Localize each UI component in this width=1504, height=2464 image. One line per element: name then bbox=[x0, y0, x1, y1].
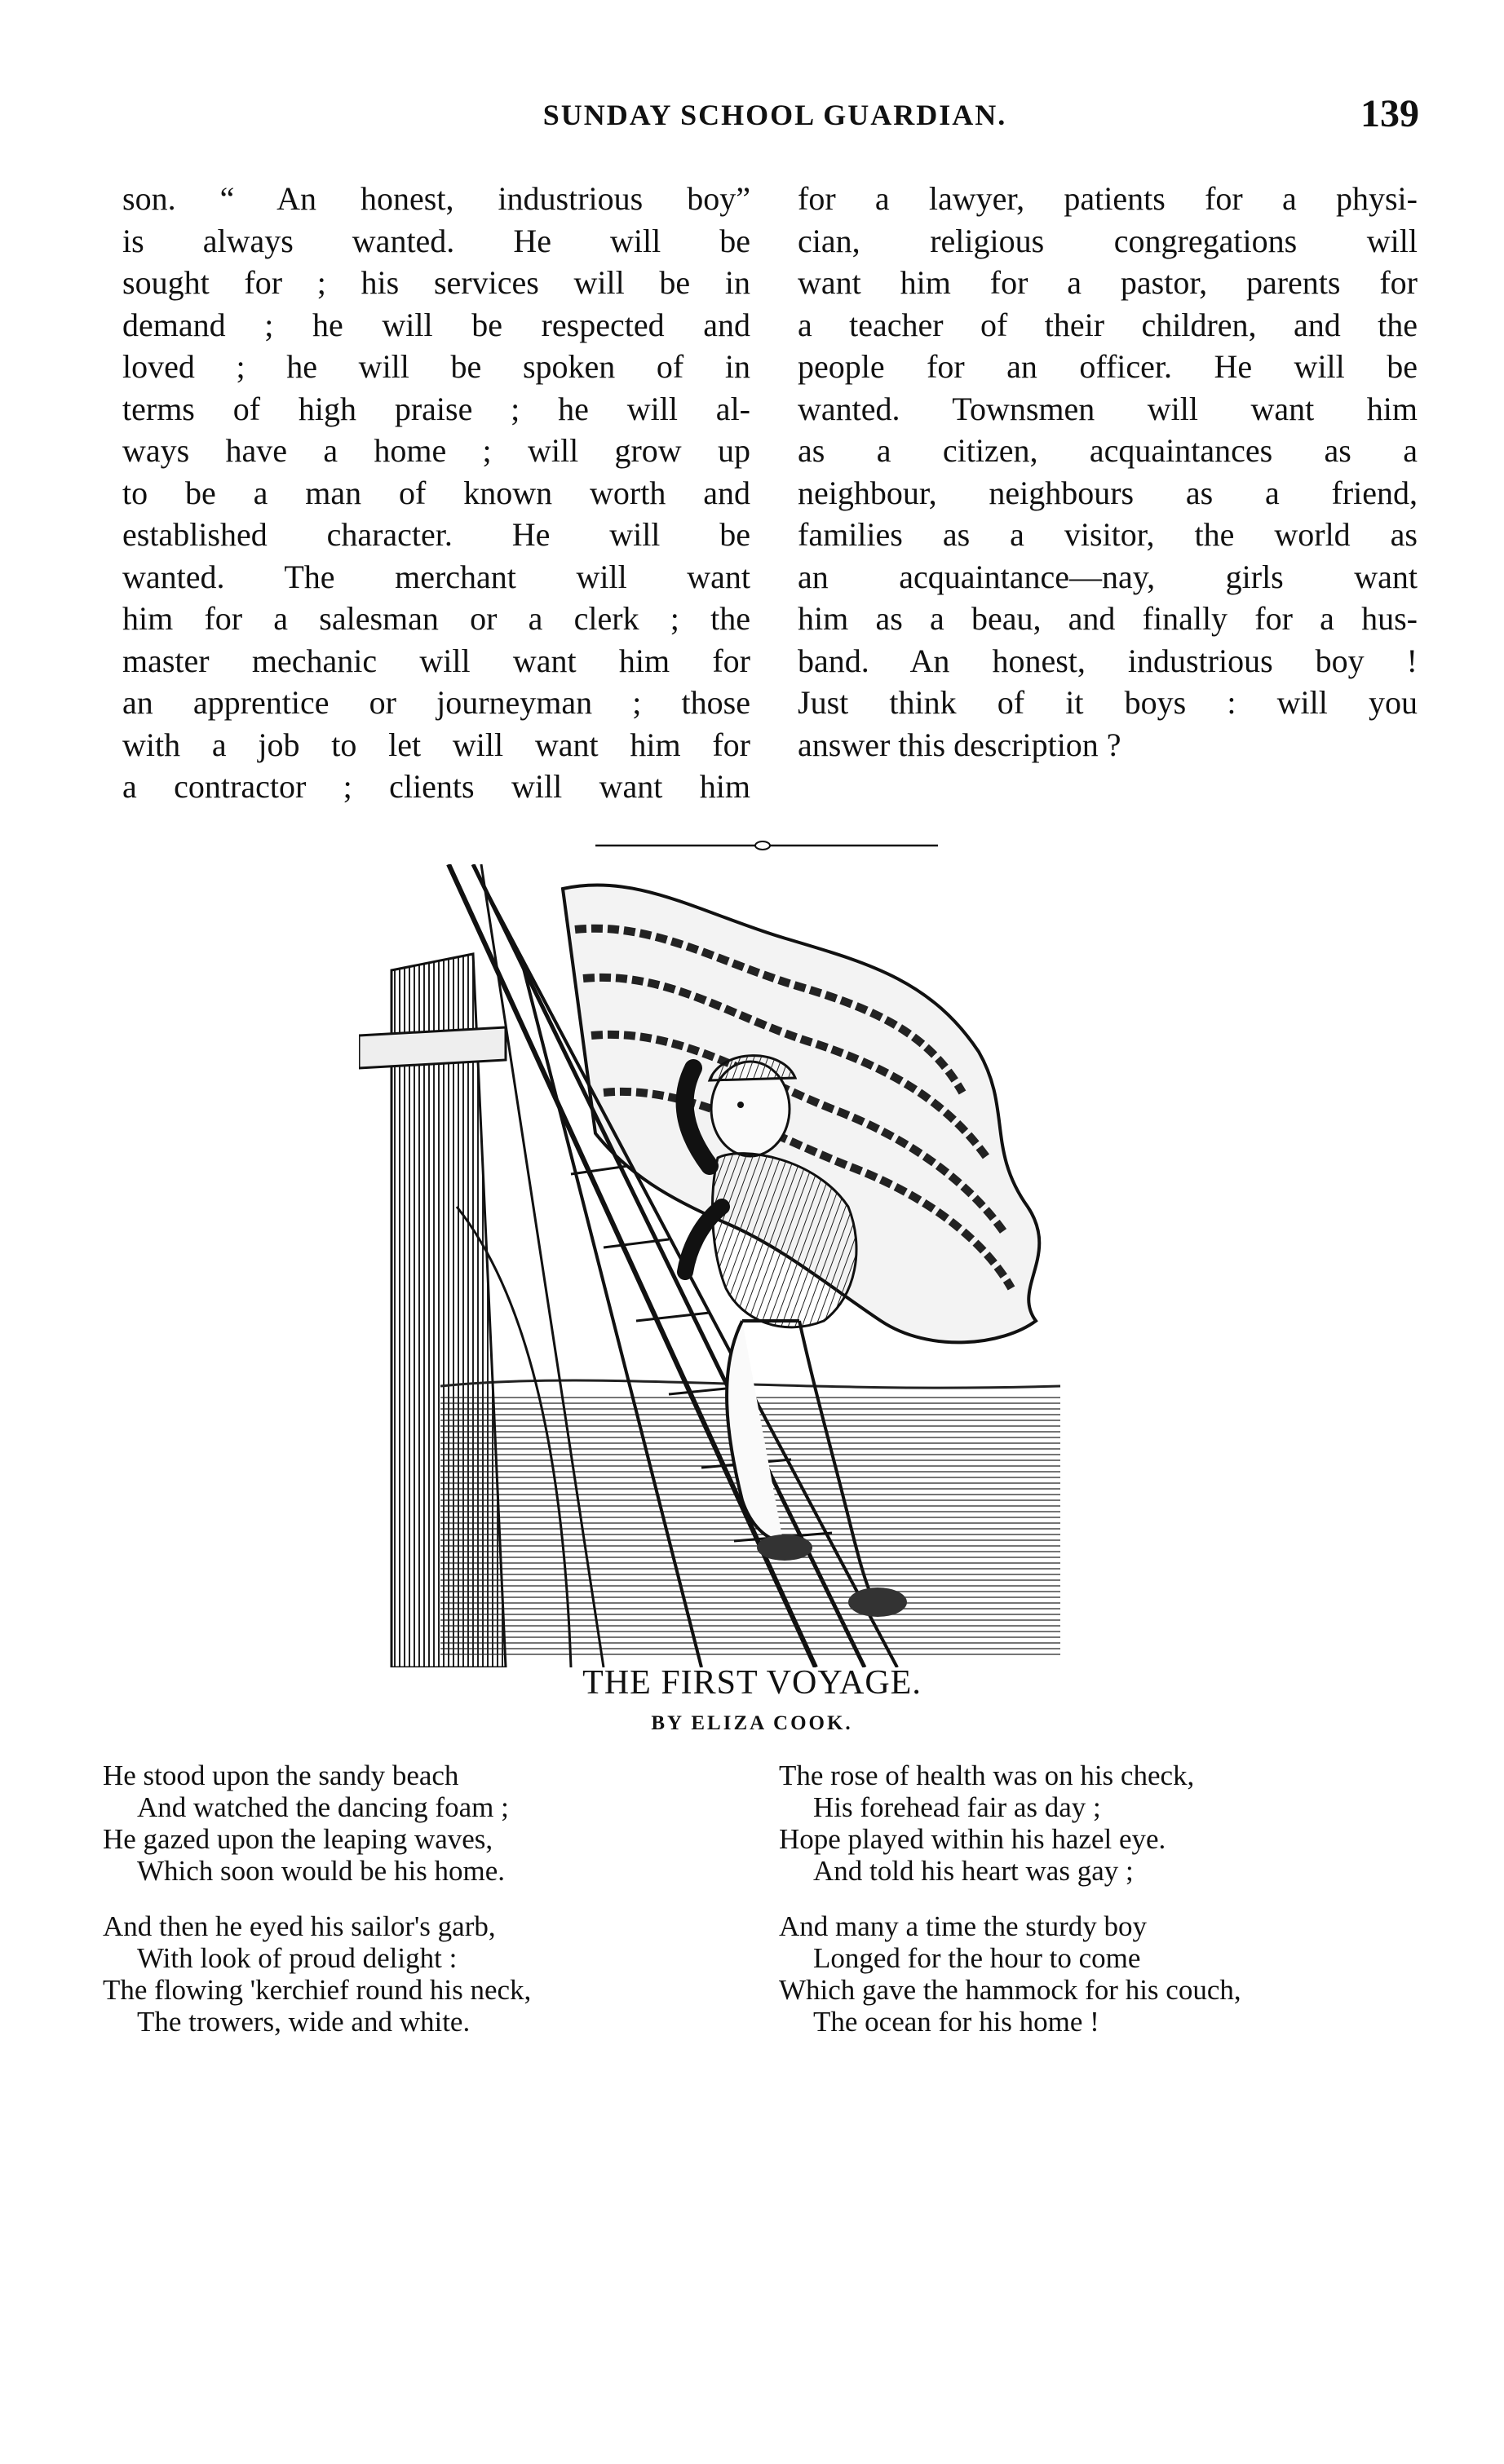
text-line: Just think of it boys : will you bbox=[798, 684, 1418, 721]
poem-stanza bbox=[103, 1910, 531, 2038]
poem-stanza bbox=[779, 1760, 1194, 1887]
article-right-column bbox=[798, 178, 1418, 766]
poem-line: And watched the dancing foam ; bbox=[137, 1791, 509, 1823]
text-line: want him for a pastor, parents for bbox=[798, 264, 1418, 301]
poem-byline: BY ELIZA COOK. bbox=[651, 1712, 853, 1734]
text-line: him as a beau, and finally for a hus- bbox=[798, 600, 1418, 637]
text-line: answer this description ? bbox=[798, 726, 1121, 763]
text-line: wanted. Townsmen will want him bbox=[798, 390, 1418, 427]
text-line: people for an officer. He will be bbox=[798, 348, 1418, 385]
text-line: him for a salesman or a clerk ; the bbox=[122, 600, 750, 637]
text-line: demand ; he will be respected and bbox=[122, 306, 750, 343]
article-left-column bbox=[122, 178, 750, 808]
poem-stanza bbox=[779, 1910, 1241, 2038]
poem-line: And told his heart was gay ; bbox=[813, 1855, 1134, 1887]
section-divider bbox=[595, 840, 938, 851]
poem-line: He stood upon the sandy beach bbox=[103, 1760, 459, 1791]
poem-line: Hope played within his hazel eye. bbox=[779, 1823, 1166, 1855]
text-line: an apprentice or journeyman ; those bbox=[122, 684, 750, 721]
text-line: terms of high praise ; he will al- bbox=[122, 390, 750, 427]
text-line: ways have a home ; will grow up bbox=[122, 432, 750, 469]
text-line: master mechanic will want him for bbox=[122, 642, 750, 679]
text-line: wanted. The merchant will want bbox=[122, 558, 750, 595]
poem-line: He gazed upon the leaping waves, bbox=[103, 1823, 493, 1855]
poem-title: THE FIRST VOYAGE. bbox=[582, 1664, 922, 1702]
poem-line: His forehead fair as day ; bbox=[813, 1791, 1101, 1823]
poem-line: With look of proud delight : bbox=[137, 1942, 458, 1974]
text-line: loved ; he will be spoken of in bbox=[122, 348, 750, 385]
running-title: SUNDAY SCHOOL GUARDIAN. bbox=[542, 99, 1007, 131]
text-line: to be a man of known worth and bbox=[122, 474, 750, 511]
poem-line: And then he eyed his sailor's garb, bbox=[103, 1910, 496, 1942]
text-line: with a job to let will want him for bbox=[122, 726, 750, 763]
poem-line: And many a time the sturdy boy bbox=[779, 1910, 1148, 1942]
text-line: families as a visitor, the world as bbox=[798, 516, 1418, 553]
engraving-illustration bbox=[359, 864, 1142, 1667]
text-line: an acquaintance—nay, girls want bbox=[798, 558, 1418, 595]
text-line: cian, religious congregations will bbox=[798, 222, 1418, 259]
poem-line: Which soon would be his home. bbox=[137, 1855, 506, 1887]
text-line: as a citizen, acquaintances as a bbox=[798, 432, 1418, 469]
text-line: neighbour, neighbours as a friend, bbox=[798, 474, 1418, 511]
text-line: established character. He will be bbox=[122, 516, 750, 553]
text-line: is always wanted. He will be bbox=[122, 222, 750, 259]
text-line: son. “ An honest, industrious boy” bbox=[122, 180, 750, 217]
page-number: 139 bbox=[1360, 92, 1419, 135]
text-line: a teacher of their children, and the bbox=[798, 306, 1418, 343]
poem-line: Longed for the hour to come bbox=[813, 1942, 1141, 1974]
text-line: for a lawyer, patients for a physi- bbox=[798, 180, 1418, 217]
poem-line: The flowing 'kerchief round his neck, bbox=[103, 1974, 532, 2006]
text-line: a contractor ; clients will want him bbox=[122, 768, 750, 805]
text-line: band. An honest, industrious boy ! bbox=[798, 642, 1418, 679]
poem-line: The trowers, wide and white. bbox=[137, 2006, 471, 2038]
poem-line: The ocean for his home ! bbox=[813, 2006, 1099, 2038]
poem-line: The rose of health was on his check, bbox=[779, 1760, 1195, 1791]
poem-line: Which gave the hammock for his couch, bbox=[779, 1974, 1241, 2006]
text-line: sought for ; his services will be in bbox=[122, 264, 750, 301]
poem-stanza bbox=[103, 1760, 509, 1887]
running-head bbox=[122, 92, 1419, 147]
